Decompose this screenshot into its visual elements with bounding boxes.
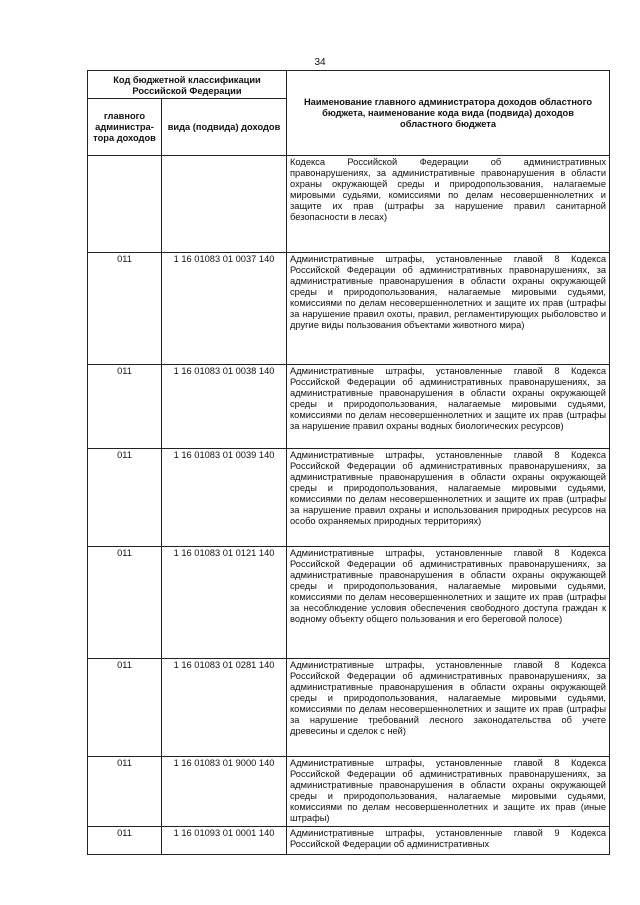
- income-description-cell: Административные штрафы, установленные главой 8 Кодекса Российской Федерации об административных правонарушениях, за административные правонарушения в области охраны окружающей среды и природопользования, налагаемые мировыми судьями, комиссиями по делам несовершеннолетних и защите их прав (штрафы за несоблюдение условия обеспечения свободного доступа граждан к водному объекту общего пользования и его береговой полосе): [287, 547, 610, 659]
- kind-column-header: вида (подвида) доходов: [162, 99, 287, 156]
- income-description-cell: Административные штрафы, установленные главой 8 Кодекса Российской Федерации об административных правонарушениях, за административные правонарушения в области охраны окружающей среды и природопользования, налагаемые мировыми судьями, комиссиями по делам несовершеннолетних и защите их прав (иные штрафы): [287, 757, 610, 827]
- income-code-cell: 1 16 01083 01 0281 140: [162, 659, 287, 757]
- income-code-cell: [162, 156, 287, 253]
- budget-classification-table: [87, 70, 610, 855]
- table-row: [88, 449, 610, 547]
- admin-code-cell: 011: [88, 659, 162, 757]
- table-row: [88, 827, 610, 855]
- income-description-cell: Административные штрафы, установленные главой 9 Кодекса Российской Федерации об административных: [287, 827, 610, 855]
- income-description-cell: Административные штрафы, установленные главой 8 Кодекса Российской Федерации об административных правонарушениях, за административные правонарушения в области охраны окружающей среды и природопользования, налагаемые мировыми судьями, комиссиями по делам несовершеннолетних и защите их прав (штрафы за нарушение требований лесного законодательства об учете древесины и сделок с ней): [287, 659, 610, 757]
- income-description-cell: Административные штрафы, установленные главой 8 Кодекса Российской Федерации об административных правонарушениях, за административные правонарушения в области охраны окружающей среды и природопользования, налагаемые мировыми судьями, комиссиями по делам несовершеннолетних и защите их прав (штрафы за нарушение правил охраны водных биологических ресурсов): [287, 365, 610, 449]
- table-row: [88, 156, 610, 253]
- admin-column-header: главного администра-тора доходов: [88, 99, 162, 156]
- income-code-cell: 1 16 01093 01 0001 140: [162, 827, 287, 855]
- admin-code-cell: 011: [88, 365, 162, 449]
- table-row: [88, 757, 610, 827]
- table-row: [88, 547, 610, 659]
- income-code-cell: 1 16 01083 01 9000 140: [162, 757, 287, 827]
- income-description-cell: Кодекса Российской Федерации об административных правонарушениях, за административные правонарушения в области охраны окружающей среды и природопользования, налагаемые мировыми судьями, комиссиями по делам несовершеннолетних и защите их прав (штрафы за нарушение правил санитарной безопасности в лесах): [287, 156, 610, 253]
- page-number: 34: [314, 57, 326, 68]
- table-row: [88, 659, 610, 757]
- table-row: [88, 365, 610, 449]
- income-description-cell: Административные штрафы, установленные главой 8 Кодекса Российской Федерации об административных правонарушениях, за административные правонарушения в области охраны окружающей среды и природопользования, налагаемые мировыми судьями, комиссиями по делам несовершеннолетних и защите их прав (штрафы за нарушение правил охраны и использования природных ресурсов на особо охраняемых природных территориях): [287, 449, 610, 547]
- code-group-header: Код бюджетной классификации Российской Федерации: [88, 71, 287, 99]
- admin-code-cell: 011: [88, 827, 162, 855]
- name-column-header: Наименование главного администратора доходов областного бюджета, наименование кода вида (подвида) доходов областного бюджета: [287, 71, 610, 156]
- admin-code-cell: 011: [88, 757, 162, 827]
- income-code-cell: 1 16 01083 01 0121 140: [162, 547, 287, 659]
- admin-code-cell: 011: [88, 449, 162, 547]
- table-row: [88, 253, 610, 365]
- income-description-cell: Административные штрафы, установленные главой 8 Кодекса Российской Федерации об административных правонарушениях, за административные правонарушения в области охраны окружающей среды и природопользования, налагаемые мировыми судьями, комиссиями по делам несовершеннолетних и защите их прав (штрафы за нарушение правил охоты, правил, регламентирующих рыболовство и другие виды пользования объектами животного мира): [287, 253, 610, 365]
- income-code-cell: 1 16 01083 01 0039 140: [162, 449, 287, 547]
- income-code-cell: 1 16 01083 01 0038 140: [162, 365, 287, 449]
- admin-code-cell: [88, 156, 162, 253]
- admin-code-cell: 011: [88, 253, 162, 365]
- table-body: [88, 156, 610, 855]
- income-code-cell: 1 16 01083 01 0037 140: [162, 253, 287, 365]
- admin-code-cell: 011: [88, 547, 162, 659]
